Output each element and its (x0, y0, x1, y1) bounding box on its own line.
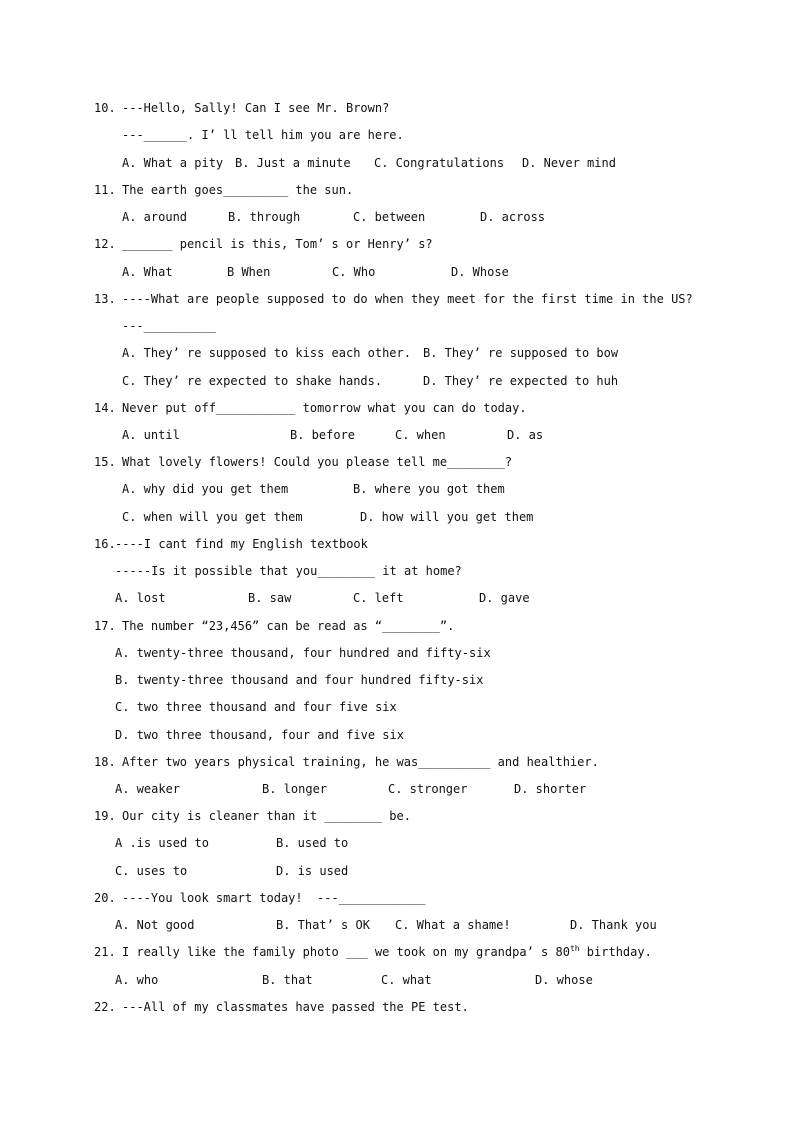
option-c: C. what (381, 973, 432, 987)
question-text: _______ pencil is this, Tom’ s or Henry’ s? (122, 237, 433, 251)
option-a: A. around (122, 210, 188, 224)
option-c: C. stronger (388, 782, 468, 796)
option-a: A. What a pity (122, 156, 224, 170)
question-text: After two years physical training, he was__________ and healthier. (122, 755, 599, 769)
question-text: Never put off___________ tomorrow what you can do today. (122, 401, 527, 415)
option-d: D. They’ re expected to huh (423, 374, 619, 388)
option-d: D. Never mind (522, 156, 616, 170)
option-c: C. two three thousand and four five six (115, 700, 397, 714)
question-number: 21. (94, 945, 116, 959)
option-d: D. gave (479, 591, 530, 605)
question-number: 19. (94, 809, 116, 823)
option-b: B. longer (262, 782, 328, 796)
question-number: 20. (94, 891, 116, 905)
question-number: 22. (94, 1000, 116, 1014)
question-text: -----Is it possible that you________ it at home? (115, 564, 462, 578)
question-number: 11. (94, 183, 116, 197)
question-number: 16. (94, 537, 116, 551)
option-a: A .is used to (115, 836, 209, 850)
question-text: The earth goes_________ the sun. (122, 183, 354, 197)
option-a: A. Not good (115, 918, 195, 932)
option-d: D. is used (276, 864, 349, 878)
question-text: ----What are people supposed to do when they meet for the first time in the US? (122, 292, 693, 306)
option-b: B. through (228, 210, 301, 224)
question-text: What lovely flowers! Could you please tell me________? (122, 455, 513, 469)
question-text: ----I cant find my English textbook (115, 537, 368, 551)
option-a: A. who (115, 973, 159, 987)
question-number: 14. (94, 401, 116, 415)
option-c: C. when (395, 428, 446, 442)
option-d: D. shorter (514, 782, 587, 796)
option-b: B. Just a minute (235, 156, 351, 170)
question-text: ---__________ (122, 319, 216, 333)
option-b: B. That’ s OK (276, 918, 370, 932)
option-a: A. weaker (115, 782, 181, 796)
question-number: 17. (94, 619, 116, 633)
option-c: C. Congratulations (374, 156, 505, 170)
question-number: 18. (94, 755, 116, 769)
option-d: D. Thank you (570, 918, 657, 932)
option-b: B. twenty-three thousand and four hundred fifty-six (115, 673, 484, 687)
option-a: A. What (122, 265, 173, 279)
option-a: A. why did you get them (122, 482, 289, 496)
option-c: C. left (353, 591, 404, 605)
option-c: C. uses to (115, 864, 188, 878)
question-text: ----You look smart today! ---____________ (122, 891, 426, 905)
question-text: ---All of my classmates have passed the PE test. (122, 1000, 469, 1014)
option-c: C. Who (332, 265, 376, 279)
option-b: B. that (262, 973, 313, 987)
option-d: D. how will you get them (360, 510, 534, 524)
question-text: Our city is cleaner than it ________ be. (122, 809, 411, 823)
option-a: A. They’ re supposed to kiss each other. (122, 346, 411, 360)
option-d: D. Whose (451, 265, 509, 279)
question-number: 13. (94, 292, 116, 306)
option-b: B. used to (276, 836, 349, 850)
option-c: C. when will you get them (122, 510, 303, 524)
question-number: 10. (94, 101, 116, 115)
option-b: B. They’ re supposed to bow (423, 346, 619, 360)
option-c: C. They’ re expected to shake hands. (122, 374, 383, 388)
option-d: D. whose (535, 973, 593, 987)
ordinal-suffix: th (569, 944, 580, 953)
question-number: 15. (94, 455, 116, 469)
option-b: B. before (290, 428, 356, 442)
option-a: A. twenty-three thousand, four hundred and fifty-six (115, 646, 491, 660)
question-number: 12. (94, 237, 116, 251)
question-text: I really like the family photo ___ we took on my grandpa’ s 80th birthday. (122, 944, 652, 959)
option-c: C. between (353, 210, 426, 224)
option-d: D. as (507, 428, 544, 442)
option-d: D. across (480, 210, 546, 224)
option-b: B. where you got them (353, 482, 505, 496)
question-text: The number “23,456” can be read as “________”. (122, 619, 455, 633)
question-text: ---______. I’ ll tell him you are here. (122, 128, 404, 142)
option-c: C. What a shame! (395, 918, 511, 932)
option-b: B When (227, 265, 271, 279)
option-a: A. until (122, 428, 180, 442)
option-a: A. lost (115, 591, 166, 605)
option-b: B. saw (248, 591, 292, 605)
question-text: ---Hello, Sally! Can I see Mr. Brown? (122, 101, 390, 115)
option-d: D. two three thousand, four and five six (115, 728, 404, 742)
